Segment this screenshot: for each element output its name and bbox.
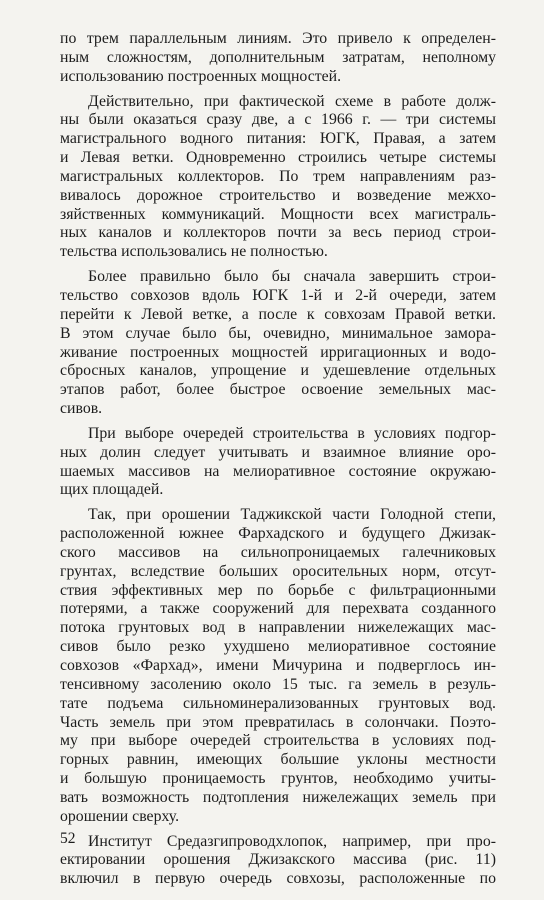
- text-line: и большую проницаемость грунтов, необходимо учиты-: [60, 770, 496, 788]
- text-line: этапов работ, более быстрое освоение земельных мас-: [60, 381, 496, 399]
- paragraph: [60, 425, 496, 500]
- text-line: магистральных коллекторов. По трем направлениям раз-: [60, 167, 496, 185]
- text-line: живание построенных мощностей ирригационных и водо-: [60, 343, 496, 361]
- text-line: зяйственных коммуникаций. Мощности всех магистраль-: [60, 205, 496, 223]
- text-line: При выборе очередей строительства в условиях подгор-: [88, 424, 496, 442]
- text-line: ным сложностям, дополнительным затратам, неполному: [60, 48, 496, 66]
- paragraph: [60, 506, 496, 826]
- paragraph: [60, 268, 496, 419]
- text-line: ствия эффективных мер по борьбе с фильтрационными: [60, 581, 496, 599]
- text-line: Институт Средазгипроводхлопок, например, при про-: [88, 832, 496, 850]
- text-line: ского массивов на сильнопроницаемых галечниковых: [60, 543, 496, 561]
- text-line: тельство совхозов вдоль ЮГК 1-й и 2-й очереди, затем: [60, 286, 496, 304]
- text-line: магистрального водного питания: ЮГК, Правая, а затем: [60, 130, 496, 148]
- text-line: сивов.: [60, 400, 103, 418]
- text-line: В этом случае было бы, очевидно, минимальное заморa-: [60, 324, 496, 342]
- text-line: вивалось дорожное строительство и возведение межхо-: [60, 186, 496, 204]
- paragraph: [60, 93, 496, 263]
- text-line: щих площадей.: [60, 481, 164, 499]
- text-line: шаемых массивов на мелиоративное состояние окружаю-: [60, 462, 496, 480]
- text-line: включил в первую очередь совхозы, расположенные по: [60, 870, 496, 888]
- text-line: тенсивному засолению около 15 тыс. га земель в резуль-: [60, 675, 496, 693]
- text-line: потерями, а также сооружений для перехвата созданного: [60, 600, 496, 618]
- text-line: использованию построенных мощностей.: [60, 67, 342, 85]
- text-line: перейти к Левой ветке, а после к совхозам Правой ветки.: [60, 305, 496, 323]
- text-line: Часть земель при этом превратилась в солончаки. Поэто-: [60, 713, 496, 731]
- text-line: му при выборе очередей строительства в условиях под-: [60, 732, 496, 750]
- text-line: тельства использовались не полностью.: [60, 243, 328, 261]
- text-line: ных долин следует учитывать и взаимное влияние оро-: [60, 443, 496, 461]
- text-line: Так, при орошении Таджикской части Голодной степи,: [88, 506, 496, 524]
- text-line: по трем параллельным линиям. Это привело к определен-: [60, 30, 496, 47]
- text-line: тате подъема сильноминерализованных грунтовых вод.: [60, 694, 496, 712]
- text-line: ных каналов и коллекторов почти за весь период строи-: [60, 224, 496, 242]
- text-line: грунтах, вследствие больших оросительных норм, отсут-: [60, 562, 496, 580]
- text-line: совхозов «Фархад», имени Мичурина и подверглось ин-: [60, 657, 496, 674]
- page-number: 52: [60, 830, 76, 847]
- text-line: орошении сверху.: [60, 807, 180, 825]
- text-line: ны были оказаться сразу две, а с 1966 г. — три системы: [60, 111, 496, 129]
- page-body: [60, 30, 496, 895]
- text-line: потока грунтовых вод в направлении нижележащих мас-: [60, 619, 496, 637]
- text-line: вать возможность подтопления нижележащих земель при: [60, 788, 496, 806]
- text-line: сивов было резко ухудшено мелиоративное состояние: [60, 638, 496, 656]
- paragraph: [60, 833, 496, 890]
- paragraph: [60, 30, 496, 87]
- text-line: и Левая ветки. Одновременно строились четыре системы: [60, 149, 496, 167]
- text-line: расположенной южнее Фархадского и будущего Джизак-: [60, 525, 496, 543]
- text-line: Более правильно было бы сначала завершить строи-: [88, 268, 496, 286]
- text-line: сбросных каналов, упрощение и удешевление отдельных: [60, 362, 496, 380]
- text-line: горных равнин, имеющих большие уклоны местности: [60, 751, 496, 769]
- text-line: Действительно, при фактической схеме в работе долж-: [88, 92, 496, 110]
- text-line: ектировании орошения Джизакского массива (рис. 11): [60, 851, 496, 869]
